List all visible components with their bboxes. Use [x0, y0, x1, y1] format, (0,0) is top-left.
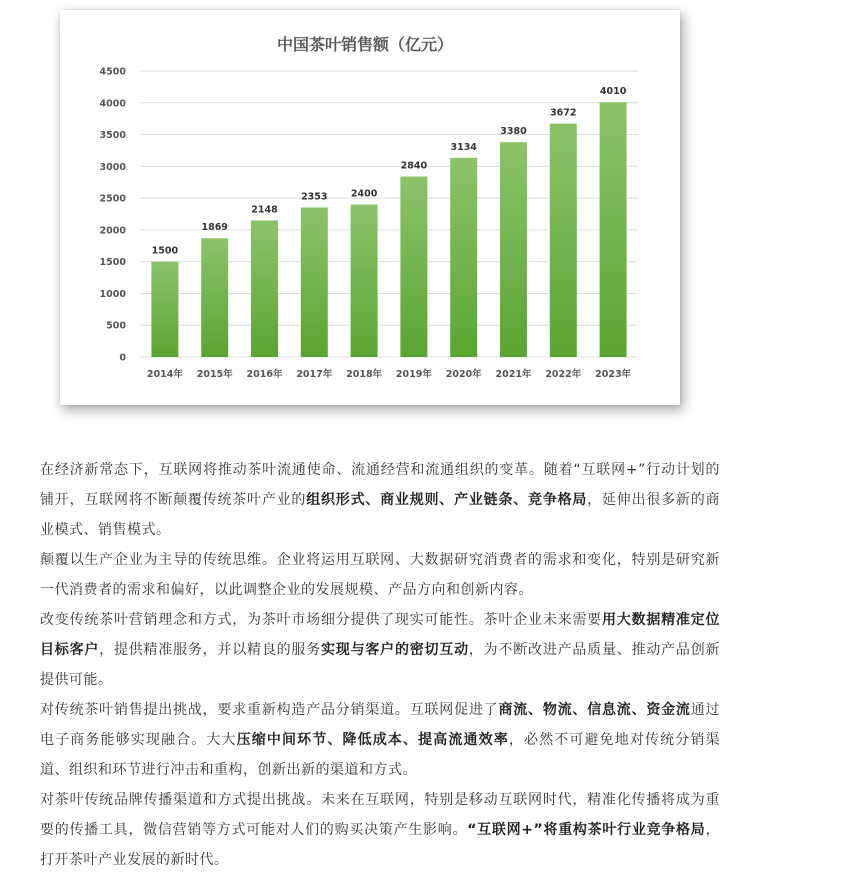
text-run: 在经济新常态下，互联网将推动茶叶流通使命、流通经营和流通组织的变革。随着“互联网+”行动计划的铺开，互联网将不断颠覆传统茶叶产业的: [40, 462, 720, 508]
x-tick-label: 2018年: [346, 369, 383, 380]
paragraph-4: [40, 695, 720, 785]
value-label: 3134: [450, 141, 477, 153]
value-label: 1869: [201, 222, 228, 234]
y-tick-label: 1000: [99, 288, 126, 300]
bar-2019年: [400, 177, 427, 357]
bold-text: 组织形式、商业规则、产业链条、竞争格局: [306, 492, 588, 508]
paragraph-1: [40, 455, 720, 545]
bar-2017年: [301, 207, 328, 357]
chart-card: [60, 10, 680, 405]
value-label: 3672: [550, 107, 577, 119]
x-tick-label: 2019年: [395, 369, 432, 380]
value-label: 2353: [301, 191, 328, 203]
x-tick-label: 2014年: [146, 369, 183, 380]
y-tick-label: 3000: [99, 161, 126, 173]
x-tick-label: 2016年: [246, 369, 283, 380]
y-tick-label: 4500: [99, 66, 126, 78]
bold-text: “互联网+”将重构茶叶行业竞争格局: [467, 822, 706, 838]
bar-2015年: [201, 238, 228, 357]
x-tick-label: 2021年: [495, 369, 532, 380]
bold-text: 压缩中间环节、降低成本、提高流通效率: [236, 732, 509, 748]
bar-2022年: [550, 124, 577, 357]
bar-2020年: [450, 158, 477, 357]
text-run: 对茶叶传统品牌传播渠道和方式提出挑战。未来在互联网，特别是移动互联网时代，精准化传播将成为重要的传播工具，微信营销等方式可能对人们的购买决策产生影响。: [40, 792, 720, 838]
text-run: 通过电子商务能够实现融合。大大: [40, 702, 721, 748]
bold-text: 实现与客户的密切互动: [321, 642, 469, 658]
bar-chart: [60, 10, 680, 405]
value-label: 3380: [500, 126, 527, 138]
text-run: ，必然不可避免地对传统分销渠道、组织和环节进行冲击和重构，创新出新的渠道和方式。: [40, 732, 720, 778]
text-run: ，延伸出很多新的商业模式、销售模式。: [40, 492, 721, 538]
bold-text: 商流、物流、信息流、资金流: [498, 702, 691, 718]
x-axis-ticks: [147, 368, 632, 380]
value-label: 1500: [151, 245, 179, 257]
x-tick-label: 2020年: [445, 369, 482, 380]
text-run: ，打开茶叶产业发展的新时代。: [40, 822, 721, 868]
bar-2014年: [151, 262, 178, 357]
bar-2021年: [500, 142, 527, 357]
value-label: 4010: [599, 86, 627, 98]
text-run: 对传统茶叶销售提出挑战，要求重新构造产品分销渠道。互联网促进了: [40, 702, 499, 718]
y-tick-label: 1500: [99, 257, 126, 269]
y-tick-label: 2000: [99, 225, 126, 237]
text-run: 颠覆以生产企业为主导的传统思维。企业将运用互联网、大数据研究消费者的需求和变化，特别是研究新一代消费者的需求和偏好，以此调整企业的发展规模、产品方向和创新内容。: [40, 552, 720, 598]
x-tick-label: 2015年: [196, 369, 233, 380]
paragraph-3: [40, 605, 720, 695]
article: [40, 455, 720, 875]
y-tick-label: 0: [119, 352, 126, 364]
bar-2023年: [600, 102, 627, 357]
x-tick-label: 2017年: [296, 369, 333, 380]
text-run: ，为不断改进产品质量、推动产品创新提供可能。: [40, 642, 721, 688]
text-run: ，提供精准服务，并以精良的服务: [99, 642, 321, 658]
chart-title: 中国茶叶销售额（亿元）: [276, 35, 454, 54]
y-tick-label: 4000: [99, 98, 126, 110]
paragraph-2: [40, 545, 720, 605]
text-run: 改变传统茶叶营销理念和方式，为茶叶市场细分提供了现实可能性。茶叶企业未来需要: [40, 612, 602, 628]
value-label: 2840: [400, 160, 428, 172]
x-tick-label: 2023年: [595, 369, 632, 380]
value-label: 2400: [350, 188, 378, 200]
y-tick-label: 3500: [99, 130, 126, 142]
y-tick-label: 2500: [99, 193, 126, 205]
y-axis-ticks: [100, 67, 127, 364]
x-tick-label: 2022年: [545, 369, 582, 380]
paragraph-5: [40, 785, 720, 875]
bold-text: 用大数据精准定位目标客户: [40, 612, 721, 658]
bar-2016年: [251, 220, 278, 357]
y-tick-label: 500: [106, 320, 126, 332]
bar-2018年: [351, 204, 378, 357]
value-label: 2148: [251, 204, 278, 216]
